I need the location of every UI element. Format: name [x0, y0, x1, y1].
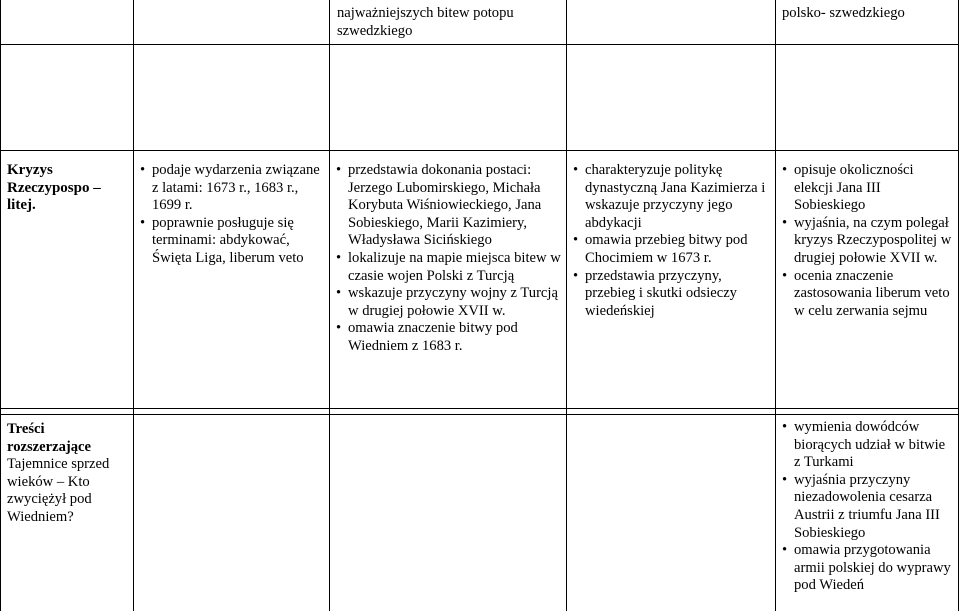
list-item: • charakteryzuje politykę dynastyczną Jana Kazimierza i wskazuje przyczyny jego abdykacji [573, 162, 771, 232]
row-divider-4 [0, 414, 959, 415]
row-divider-2 [0, 150, 959, 151]
tresci-title [7, 421, 131, 527]
tresci-col5 [782, 419, 954, 595]
tresci-title-bold: Treści rozszerzające [7, 421, 91, 455]
list-item: • poprawnie posługuje się terminami: abdykować, Święta Liga, liberum veto [140, 215, 325, 268]
kryzys-col3-list [336, 162, 562, 356]
tresci-subtitle: Tajemnice sprzed wieków – Kto zwyciężył pod Wiedniem? [7, 456, 110, 525]
kryzys-col4 [573, 162, 771, 320]
kryzys-col5-list [782, 162, 954, 320]
list-item: • wyjaśnia, na czym polegał kryzys Rzeczypospolitej w drugiej połowie XVII w. [782, 215, 954, 268]
column-divider-3 [566, 0, 567, 611]
kryzys-col5 [782, 162, 954, 320]
list-item: • omawia znaczenie bitwy pod Wiedniem z 1683 r. [336, 320, 562, 355]
list-item: • omawia przygotowania armii polskiej do wyprawy pod Wiedeń [782, 542, 954, 595]
tresci-col5-list [782, 419, 954, 595]
kryzys-col2 [140, 162, 325, 268]
column-divider-2 [329, 0, 330, 611]
list-item: • wyjaśnia przyczyny niezadowolenia cesarza Austrii z triumfu Jana III Sobieskiego [782, 472, 954, 542]
column-divider-4 [775, 0, 776, 611]
list-item: • przedstawia przyczyny, przebieg i skutki odsieczy wiedeńskiej [573, 268, 771, 321]
list-item: • przedstawia dokonania postaci: Jerzego Lubomirskiego, Michała Korybuta Wiśniowieckiego, Jana Sobieskiego, Marii Kazimiery, Władysława Sicińskiego [336, 162, 562, 250]
list-item: • podaje wydarzenia związane z latami: 1673 r., 1683 r., 1699 r. [140, 162, 325, 215]
list-item: • wymienia dowódców biorących udział w bitwie z Turkami [782, 419, 954, 472]
list-item: • opisuje okoliczności elekcji Jana III Sobieskiego [782, 162, 954, 215]
list-item: • omawia przebieg bitwy pod Chocimiem w 1673 r. [573, 232, 771, 267]
top-col5-text: polsko- szwedzkiego [782, 5, 905, 21]
list-item: • wskazuje przyczyny wojny z Turcją w drugiej połowie XVII w. [336, 285, 562, 320]
kryzys-title: Kryzys Rzeczypospo – litej. [7, 162, 101, 214]
row-divider-1 [0, 44, 959, 45]
table-border-right [958, 0, 959, 611]
table-border-left [0, 0, 1, 611]
row-divider-3 [0, 408, 959, 409]
top-col2-text: najważniejszych bitew potopu szwedzkiego [337, 5, 514, 39]
kryzys-col3 [336, 162, 562, 356]
list-item: • lokalizuje na mapie miejsca bitew w czasie wojen Polski z Turcją [336, 250, 562, 285]
column-divider-1 [133, 0, 134, 611]
kryzys-col4-list [573, 162, 771, 320]
list-item: • ocenia znaczenie zastosowania liberum veto w celu zerwania sejmu [782, 268, 954, 321]
kryzys-col2-list [140, 162, 325, 268]
